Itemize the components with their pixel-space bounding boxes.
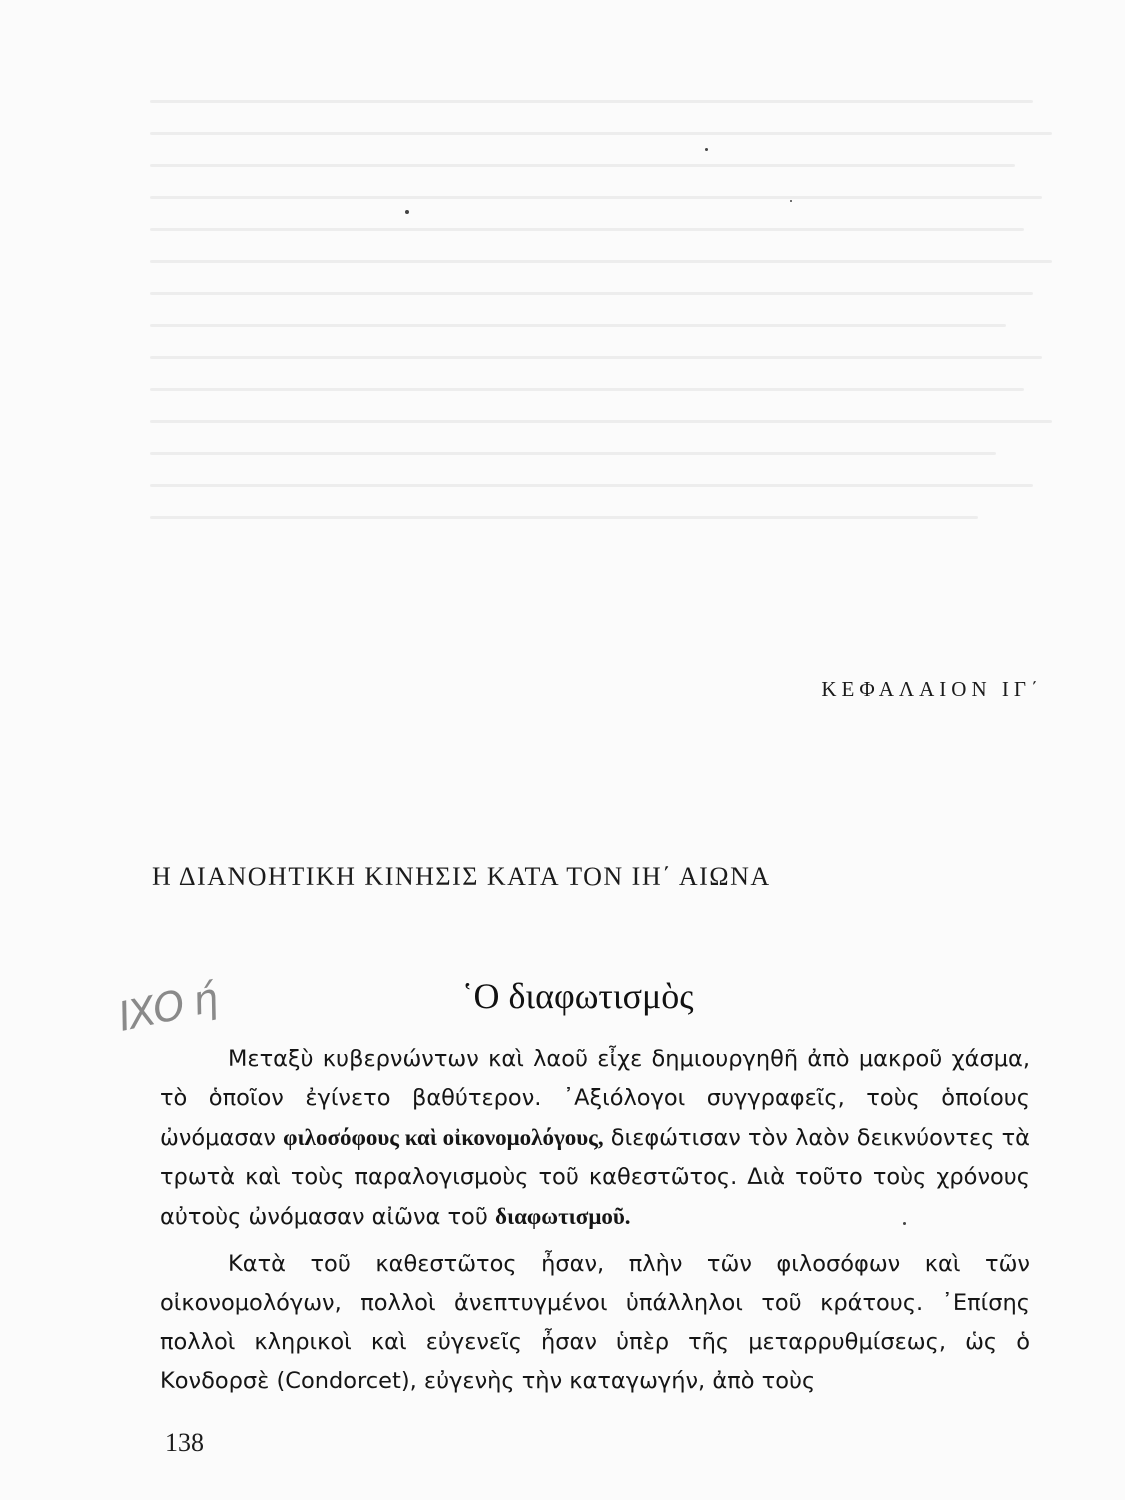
ink-speck bbox=[405, 210, 409, 214]
page-number: 138 bbox=[165, 1428, 204, 1457]
handwritten-margin-note: ΙΧΟ ή bbox=[114, 975, 221, 1041]
chapter-label: ΚΕΦΑΛΑΙΟΝ ΙΓ΄ bbox=[821, 677, 1043, 701]
ink-speck bbox=[705, 148, 708, 151]
bold-term: φιλοσόφους καὶ οἰκονομολόγους, bbox=[283, 1125, 604, 1150]
text-run: διεφώτισαν τὸν λαὸν δεικνύοντες τὰ τρωτὰ καὶ τοὺς παραλογισμοὺς τοῦ καθεστῶτος. Διὰ τοῦτο τοὺς χρόνους αὐτοὺς ὠνόμασαν αἰῶνα τοῦ bbox=[160, 1125, 1030, 1230]
body-text bbox=[160, 1040, 1030, 1401]
section-title: ῾Ο διαφωτισμὸς bbox=[461, 976, 694, 1016]
text-run: Μεταξὺ κυβερνώντων καὶ λαοῦ εἶχε δημιουργηθῆ ἀπὸ μακροῦ χάσμα, τὸ ὁποῖον ἐγίνετο βαθύτερον. ᾿Αξιόλογοι συγγραφεῖς, τοὺς ὁποίους ὠνόμασαν bbox=[160, 1046, 1030, 1151]
chapter-title: Η ΔΙΑΝΟΗΤΙΚΗ ΚΙΝΗΣΙΣ ΚΑΤΑ ΤΟΝ ΙΗ΄ ΑΙΩΝΑ bbox=[152, 862, 771, 891]
show-through-text bbox=[150, 100, 1070, 570]
text-run: Κατὰ τοῦ καθεστῶτος ἦσαν, πλὴν τῶν φιλοσόφων καὶ τῶν οἰκονομολόγων, πολλοὶ ἀνεπτυγμένοι ὑπάλληλοι τοῦ κράτους. ᾿Επίσης πολλοὶ κληρικοὶ καὶ εὐγενεῖς ἦσαν ὑπὲρ τῆς μεταρρυθμίσεως, ὡς ὁ Κονδορσὲ (Condorcet), εὐγενὴς τὴν καταγωγήν, ἀπὸ τοὺς bbox=[160, 1251, 1030, 1394]
paragraph-1 bbox=[160, 1040, 1030, 1237]
ink-speck bbox=[790, 200, 792, 202]
paragraph-2 bbox=[160, 1245, 1030, 1401]
bold-term: διαφωτισμοῦ. bbox=[495, 1204, 631, 1229]
